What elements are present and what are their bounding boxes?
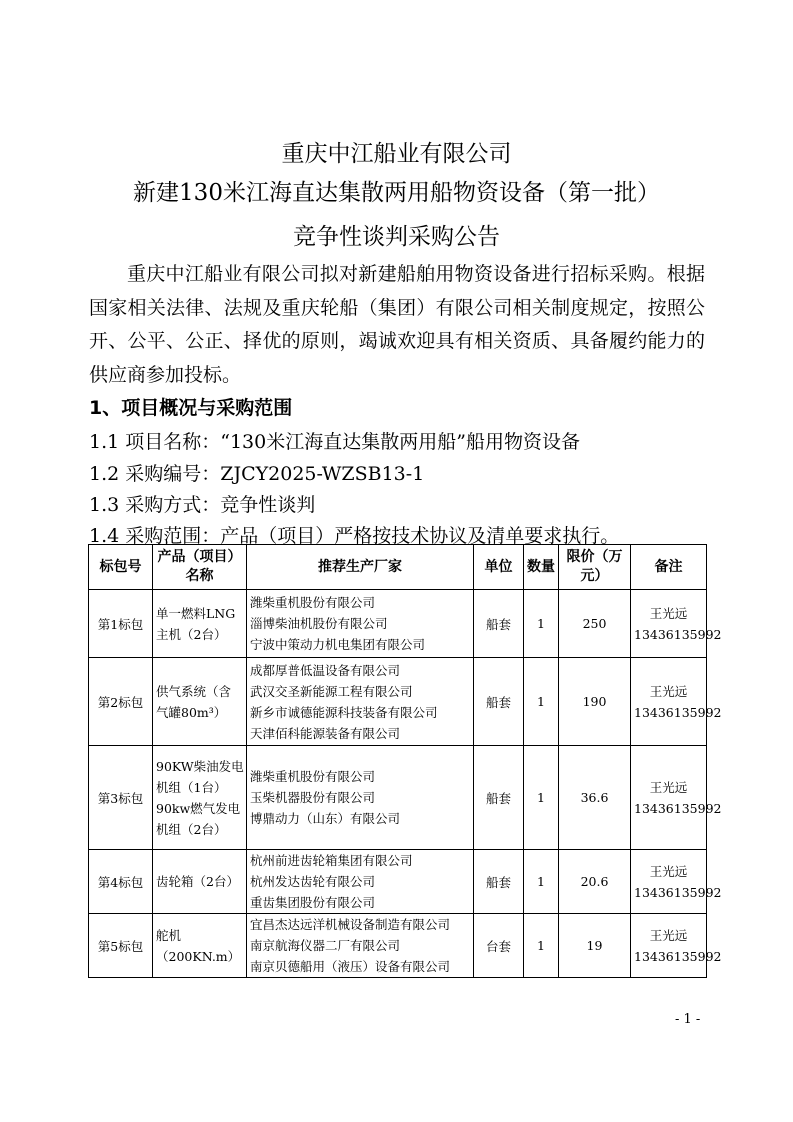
- cell-manufacturers: [247, 746, 474, 850]
- note-line: 王光远: [649, 779, 688, 795]
- cell-unit: 船套: [474, 658, 524, 746]
- manufacturer-name: 杭州发达齿轮有限公司: [250, 874, 376, 889]
- manufacturer-name: 宁波中策动力机电集团有限公司: [250, 637, 426, 652]
- table-row: [89, 590, 707, 658]
- intro-paragraph: 重庆中江船业有限公司拟对新建船舶用物资设备进行招标采购。根据国家相关法律、法规及重庆轮船（集团）有限公司相关制度规定，按照公开、公平、公正、择优的原则，竭诚欢迎具有相关资质、具备履约能力的供应商参加投标。: [89, 263, 705, 386]
- header-note: 备注: [631, 545, 707, 590]
- cell-price-limit: 19: [559, 914, 631, 978]
- cell-price-limit: 250: [559, 590, 631, 658]
- item-procurement-scope: 1.4 采购范围：产品（项目）严格按技术协议及清单要求执行。: [89, 525, 620, 547]
- cell-price-limit: 20.6: [559, 850, 631, 914]
- document-title-line1: 重庆中江船业有限公司: [281, 141, 512, 167]
- note-line: 13436135992: [634, 626, 722, 642]
- cell-note: [631, 590, 722, 658]
- section-heading: 1、项目概况与采购范围: [89, 397, 293, 419]
- cell-manufacturers: [247, 914, 474, 978]
- cell-quantity: 1: [524, 850, 559, 914]
- cell-package: 第2标包: [89, 658, 153, 746]
- manufacturer-name: 武汉交圣新能源工程有限公司: [250, 683, 413, 699]
- cell-note: [631, 658, 722, 746]
- note-line: 王光远: [649, 927, 688, 943]
- cell-product: [153, 914, 247, 978]
- header-price-limit: 限价（万元）: [559, 545, 631, 590]
- table-row: [89, 658, 707, 746]
- manufacturer-name: 玉柴机器股份有限公司: [250, 790, 376, 805]
- cell-package: 第4标包: [89, 850, 153, 914]
- header-quantity: 数量: [524, 545, 559, 590]
- header-manufacturer: 推荐生产厂家: [247, 545, 474, 590]
- manufacturer-name: 成都厚普低温设备有限公司: [250, 662, 401, 678]
- cell-package: 第5标包: [89, 914, 153, 978]
- item-procurement-method: 1.3 采购方式：竞争性谈判: [89, 494, 316, 516]
- cell-package: 第1标包: [89, 590, 153, 658]
- cell-product: [153, 850, 247, 914]
- product-line: 舵机: [156, 927, 182, 943]
- table-header-row: [89, 545, 707, 590]
- table-row: [89, 850, 707, 914]
- manufacturer-name: 重齿集团股份有限公司: [250, 895, 376, 910]
- cell-note: [631, 746, 722, 850]
- cell-note: [631, 914, 722, 978]
- manufacturer-name: 新乡市诚德能源科技装备有限公司: [250, 704, 438, 720]
- cell-product: [153, 746, 247, 850]
- cell-note: [631, 850, 722, 914]
- cell-quantity: 1: [524, 914, 559, 978]
- cell-unit: 台套: [474, 914, 524, 978]
- cell-quantity: 1: [524, 746, 559, 850]
- cell-price-limit: 190: [559, 658, 631, 746]
- product-line: （200KN.m）: [156, 948, 241, 964]
- cell-manufacturers: [247, 590, 474, 658]
- cell-package: 第3标包: [89, 746, 153, 850]
- note-line: 王光远: [649, 605, 688, 621]
- manufacturer-name: 杭州前进齿轮箱集团有限公司: [250, 853, 413, 868]
- manufacturer-name: 潍柴重机股份有限公司: [250, 769, 376, 784]
- note-line: 13436135992: [634, 704, 722, 720]
- manufacturer-name: 潍柴重机股份有限公司: [250, 595, 376, 610]
- document-title-line2: 新建130米江海直达集散两用船物资设备（第一批）: [133, 180, 660, 206]
- cell-product: [153, 658, 247, 746]
- note-line: 王光远: [649, 863, 688, 879]
- manufacturer-name: 南京航海仪器二厂有限公司: [250, 938, 401, 953]
- table-row: [89, 746, 707, 850]
- product-line: 气罐80m³）: [156, 704, 227, 720]
- product-line: 90KW柴油发电: [156, 758, 244, 774]
- product-line: 齿轮箱（2台）: [156, 874, 239, 889]
- cell-price-limit: 36.6: [559, 746, 631, 850]
- header-product: 产品（项目）名称: [153, 545, 247, 590]
- note-line: 13436135992: [634, 948, 722, 964]
- cell-manufacturers: [247, 850, 474, 914]
- cell-quantity: 1: [524, 658, 559, 746]
- product-line: 90kw燃气发电: [156, 800, 241, 816]
- cell-unit: 船套: [474, 590, 524, 658]
- item-procurement-number: 1.2 采购编号：ZJCY2025-WZSB13-1: [89, 463, 425, 485]
- product-line: 单一燃料LNG: [156, 605, 236, 621]
- note-line: 13436135992: [634, 800, 722, 816]
- procurement-table: [88, 544, 722, 978]
- manufacturer-name: 宜昌杰达远洋机械设备制造有限公司: [250, 917, 451, 932]
- cell-product: [153, 590, 247, 658]
- document-title-line3: 竞争性谈判采购公告: [293, 224, 500, 250]
- manufacturer-name: 淄博柴油机股份有限公司: [250, 616, 388, 631]
- note-line: 13436135992: [634, 884, 722, 900]
- table-row: [89, 914, 707, 978]
- cell-manufacturers: [247, 658, 474, 746]
- note-line: 王光远: [649, 683, 688, 699]
- page-number: - 1 -: [675, 1012, 701, 1027]
- manufacturer-name: 博鼎动力（山东）有限公司: [250, 811, 401, 826]
- product-line: 主机（2台）: [156, 626, 227, 642]
- product-line: 供气系统（含: [156, 683, 232, 699]
- cell-unit: 船套: [474, 850, 524, 914]
- product-line: 机组（1台）: [156, 779, 227, 795]
- product-line: 机组（2台）: [156, 821, 227, 837]
- cell-unit: 船套: [474, 746, 524, 850]
- header-package: 标包号: [89, 545, 153, 590]
- manufacturer-name: 南京贝德船用（液压）设备有限公司: [250, 959, 451, 974]
- header-unit: 单位: [474, 545, 524, 590]
- cell-quantity: 1: [524, 590, 559, 658]
- item-project-name: 1.1 项目名称：“130米江海直达集散两用船”船用物资设备: [89, 431, 580, 453]
- manufacturer-name: 天津佰科能源装备有限公司: [250, 725, 401, 741]
